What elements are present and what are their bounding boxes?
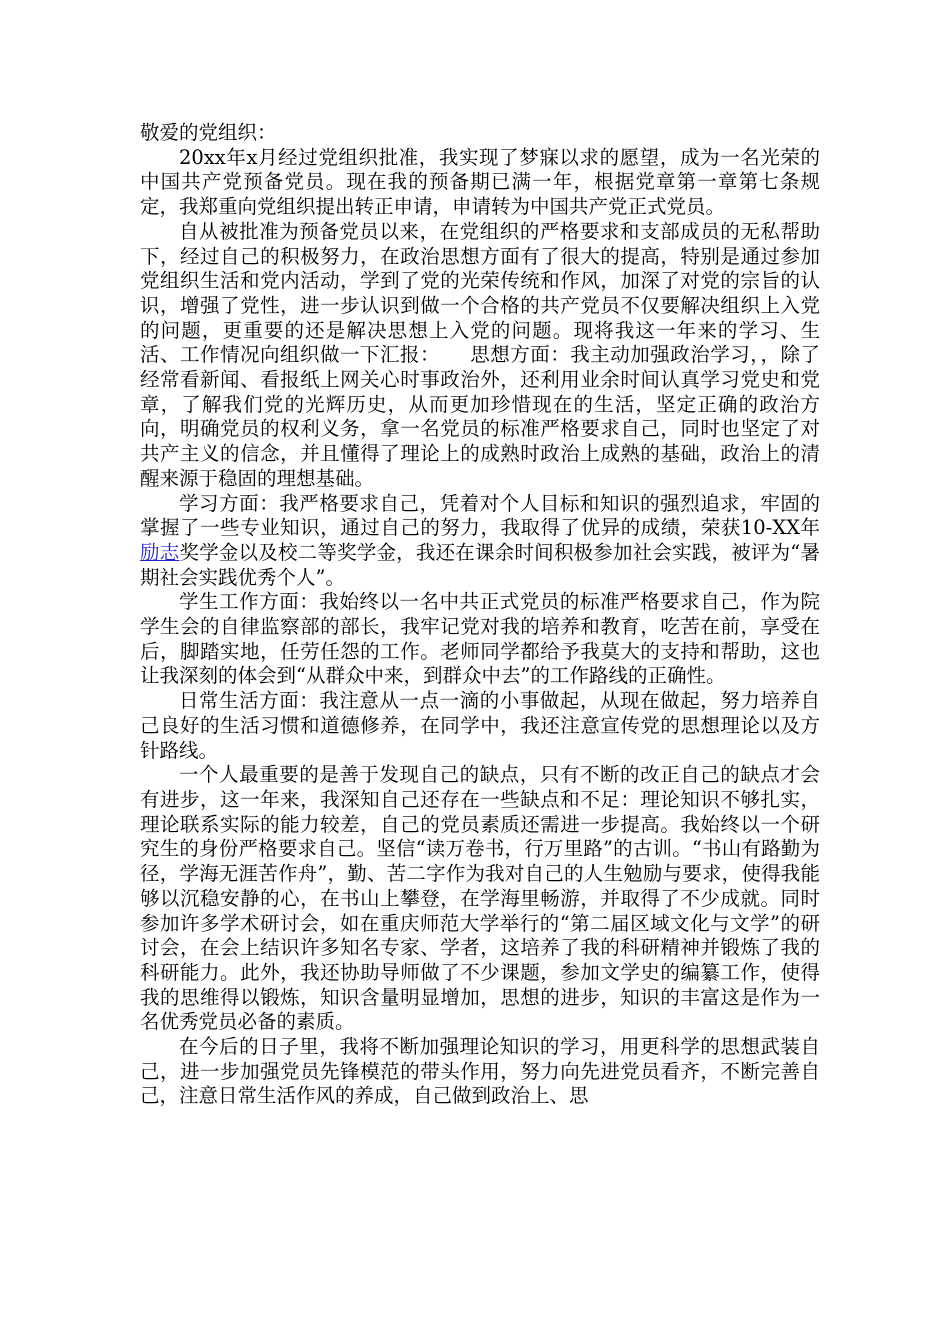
paragraph-shortcomings: 一个人最重要的是善于发现自己的缺点，只有不断的改正自己的缺点才会有进步，这一年来，我深知自己还存在一些缺点和不足：理论知识不够扎实，理论联系实际的能力较差，自己的党员素质还需进一步提高。我始终以一个研究生的身份严格要求自己。坚信“读万卷书，行万里路”的古训。“书山有路勤为径，学海无涯苦作舟”，勤、苦二字作为我对自己的人生勉励与要求，使得我能够以沉稳安静的心，在书山上攀登，在学海里畅游，并取得了不少成就。同时参加许多学术研讨会，如在重庆师范大学举行的“第二届区域文化与文学”的研讨会，在会上结识许多知名专家、学者，这培养了我的科研精神并锻炼了我的科研能力。此外，我还协助导师做了不少课题，参加文学史的编纂工作，使得我的思维得以锻炼，知识含量明显增加，思想的进步，知识的丰富这是作为一名优秀党员必备的素质。 [140,763,820,1034]
application-letter [140,121,820,1109]
paragraph-approval: 20xx年x月经过党组织批准，我实现了梦寐以求的愿望，成为一名光荣的中国共产党预备党员。现在我的预备期已满一年，根据党章第一章第七条规定，我郑重向党组织提出转正申请，申请转为中国共产党正式党员。 [140,145,820,219]
paragraph-study [140,492,820,591]
study-text-after-link: 奖学金以及校二等奖学金，我还在课余时间积极参加社会实践，被评为“暑期社会实践优秀个人”。 [140,540,820,589]
paragraph-future: 在今后的日子里，我将不断加强理论知识的学习，用更科学的思想武装自己，进一步加强党员先锋模范的带头作用，努力向先进党员看齐，不断完善自己，注意日常生活作风的养成，自己做到政治上、思 [140,1035,820,1108]
scholarship-link[interactable]: 励志 [140,540,180,564]
paragraph-daily-life: 日常生活方面：我注意从一点一滴的小事做起，从现在做起，努力培养自己良好的生活习惯和道德修养，在同学中，我还注意宣传党的思想理论以及方针路线。 [140,689,820,762]
paragraph-student-work: 学生工作方面：我始终以一名中共正式党员的标准严格要求自己，作为院学生会的自律监察部的部长，我牢记党对我的培养和教育，吃苦在前，享受在后，脚踏实地，任劳任怨的工作。老师同学都给予我莫大的支持和帮助，这也让我深刻的体会到“从群众中来，到群众中去”的工作路线的正确性。 [140,590,820,688]
paragraph-ideology: 自从被批准为预备党员以来，在党组织的严格要求和支部成员的无私帮助下，经过自己的积极努力，在政治思想方面有了很大的提高，特别是通过参加党组织生活和党内活动，学到了党的光荣传统和作风，加深了对党的宗旨的认识，增强了党性，进一步认识到做一个合格的共产党员不仅要解决组织上入党的问题，更重要的还是解决思想上入党的问题。现将我这一年来的学习、生活、工作情况向组织做一下汇报： 思想方面：我主动加强政治学习，，除了经常看新闻、看报纸上网关心时事政治外，还利用业余时间认真学习党史和党章，了解我们党的光辉历史，从而更加珍惜现在的生活，坚定正确的政治方向，明确党员的权利义务，拿一名党员的标准严格要求自己，同时也坚定了对共产主义的信念，并且懂得了理论上的成熟时政治上成熟的基础，政治上的清醒来源于稳固的理想基础。 [140,219,820,490]
study-text-before-link: 学习方面：我严格要求自己，凭着对个人目标和知识的强烈追求，牢固的掌握了一些专业知识，通过自己的努力，我取得了优异的成绩，荣获10-XX年 [140,491,820,540]
salutation: 敬爱的党组织： [140,121,277,144]
